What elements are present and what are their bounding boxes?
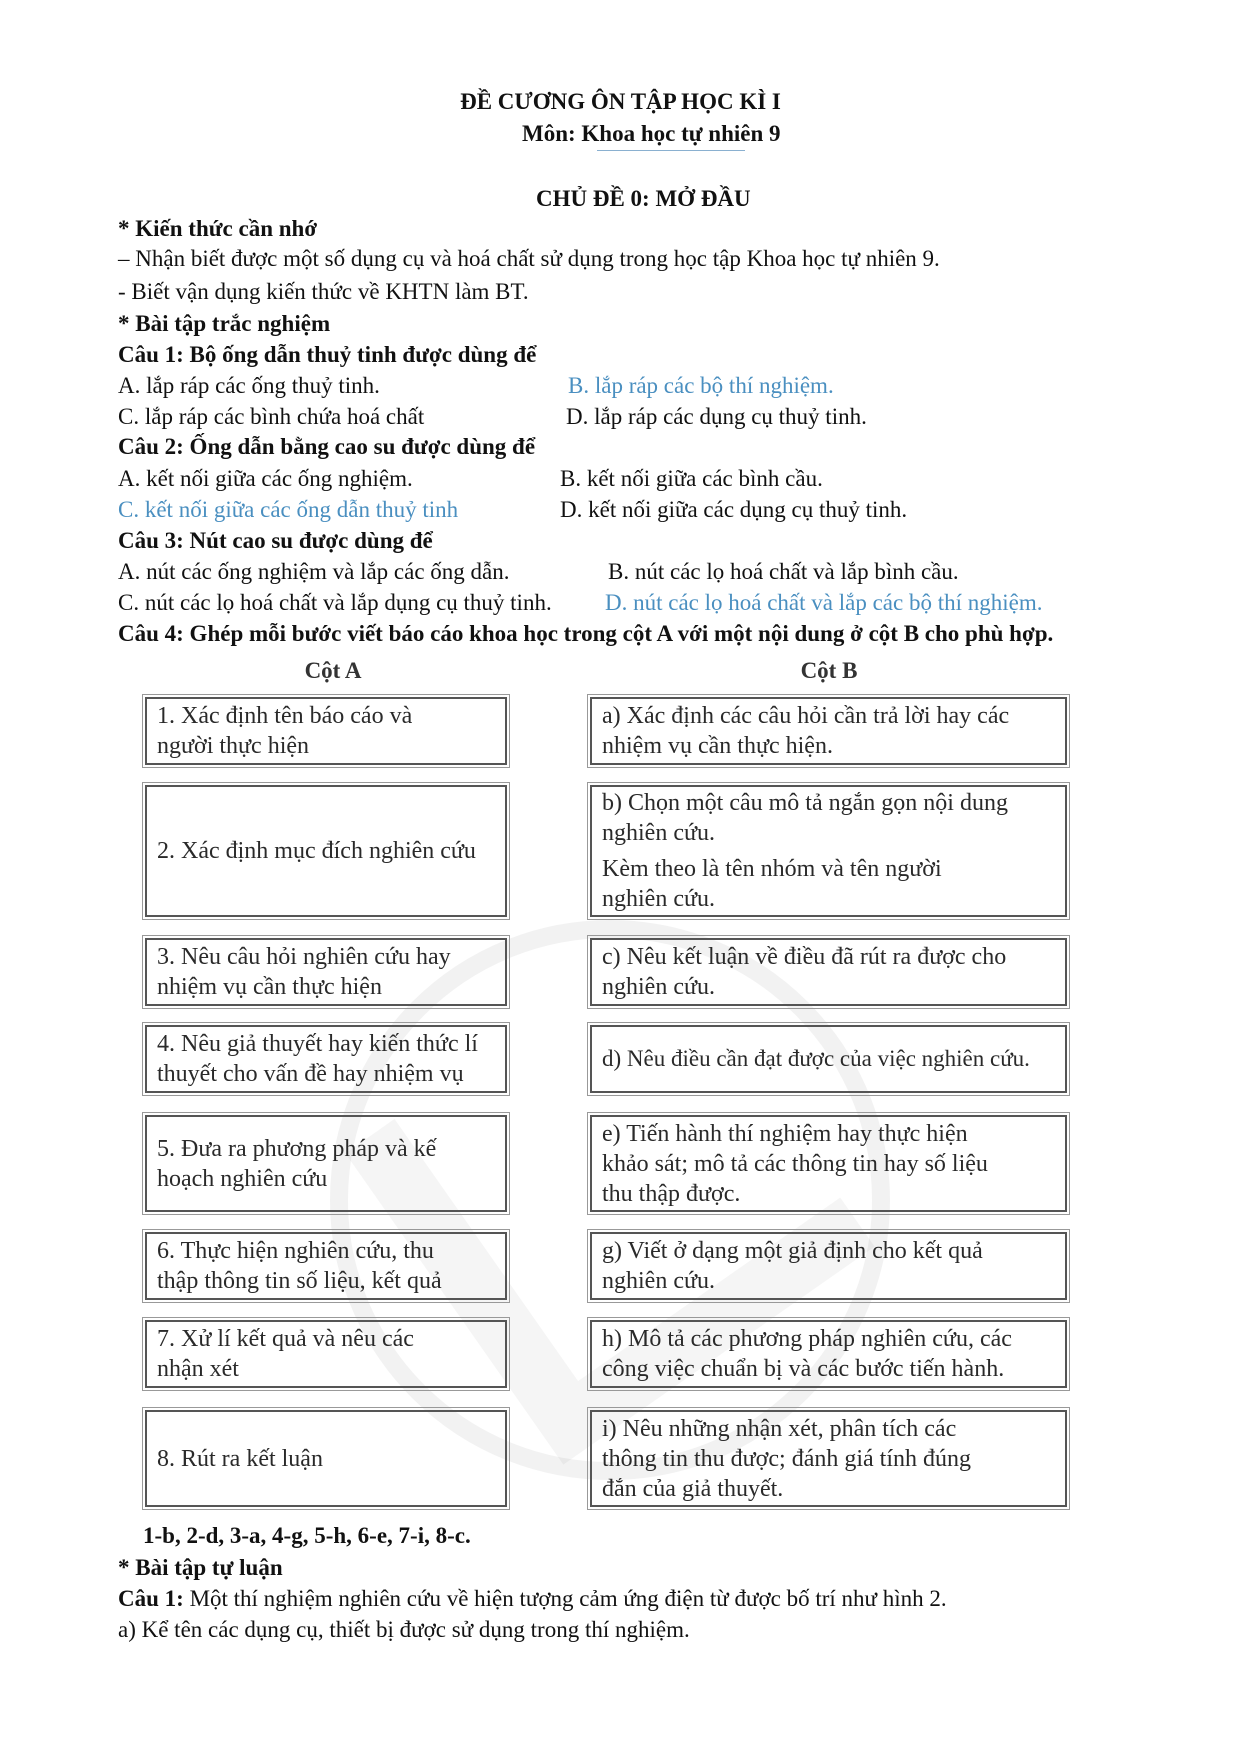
q2-question: Câu 2: Ống dẫn bằng cao su được dùng để <box>118 434 536 459</box>
essay-q1-label: Câu 1: <box>118 1586 184 1611</box>
essay-q1 <box>118 1585 947 1613</box>
q1-option-a: A. lắp ráp các ống thuỷ tinh. <box>118 373 380 398</box>
document-title: ĐỀ CƯƠNG ÔN TẬP HỌC KÌ I <box>460 89 781 114</box>
col-b-item-line: thu thập được. <box>602 1180 741 1207</box>
subject-line: Môn: Khoa học tự nhiên 9 <box>522 121 781 146</box>
q1-option-d: D. lắp ráp các dụng cụ thuỷ tinh. <box>566 404 867 429</box>
col-b-item-line: công việc chuẩn bị và các bước tiến hành. <box>602 1356 1005 1382</box>
col-a-item <box>145 938 507 1006</box>
col-a-item <box>145 1410 507 1507</box>
col-a-item-line: thuyết cho vấn đề hay nhiệm vụ <box>157 1061 464 1087</box>
col-b-item-line: g) Viết ở dạng một giả định cho kết quả <box>602 1238 983 1264</box>
col-a-item-line: 4. Nêu giả thuyết hay kiến thức lí <box>157 1031 478 1057</box>
essay-q1-part-a: a) Kể tên các dụng cụ, thiết bị được sử dụng trong thí nghiệm. <box>118 1617 690 1642</box>
col-a-item <box>145 785 507 917</box>
essay-heading: * Bài tập tự luận <box>118 1555 283 1580</box>
col-a-item-line: 6. Thực hiện nghiên cứu, thu <box>157 1238 434 1264</box>
q3-option-b: B. nút các lọ hoá chất và lắp bình cầu. <box>608 559 959 584</box>
q4-answer: 1-b, 2-d, 3-a, 4-g, 5-h, 6-e, 7-i, 8-c. <box>143 1523 471 1548</box>
col-b-item <box>590 1115 1067 1212</box>
col-b-item-line: a) Xác định các câu hỏi cần trả lời hay các <box>602 703 1010 729</box>
col-a-item-line: nhận xét <box>157 1356 239 1382</box>
q1-option-c: C. lắp ráp các bình chứa hoá chất <box>118 404 425 429</box>
col-a-item-line: nhiệm vụ cần thực hiện <box>157 974 382 1000</box>
col-a-item-line: 7. Xử lí kết quả và nêu các <box>157 1326 414 1352</box>
col-b-item <box>590 1410 1067 1507</box>
col-b-item <box>590 785 1067 917</box>
col-b-item-line: nghiên cứu. <box>602 1268 715 1294</box>
q2-option-c: C. kết nối giữa các ống dẫn thuỷ tinh <box>118 497 459 522</box>
column-b-title: Cột B <box>800 658 858 683</box>
col-b-item-line: i) Nêu những nhận xét, phân tích các <box>602 1415 957 1442</box>
col-b-item-line: thông tin thu được; đánh giá tính đúng <box>602 1445 971 1472</box>
column-a-title: Cột A <box>304 658 362 683</box>
q1-question: Câu 1: Bộ ống dẫn thuỷ tinh được dùng để <box>118 342 537 367</box>
col-b-item-line: đắn của giả thuyết. <box>602 1475 784 1502</box>
col-a-item-line: 8. Rút ra kết luận <box>157 1445 323 1472</box>
q2-option-b: B. kết nối giữa các bình cầu. <box>560 466 823 491</box>
col-b-item-line: d) Nêu điều cần đạt được của việc nghiên cứu. <box>602 1046 1030 1071</box>
q2-option-d: D. kết nối giữa các dụng cụ thuỷ tinh. <box>560 497 908 522</box>
topic-title: CHỦ ĐỀ 0: MỞ ĐẦU <box>536 186 751 211</box>
col-b-item <box>590 1320 1067 1388</box>
col-b-item <box>590 1232 1067 1300</box>
col-a-item-line: thập thông tin số liệu, kết quả <box>157 1268 442 1294</box>
q4-question: Câu 4: Ghép mỗi bước viết báo cáo khoa học trong cột A với một nội dung ở cột B cho phù hợp. <box>118 621 1054 646</box>
q3-option-d: D. nút các lọ hoá chất và lắp các bộ thí nghiệm. <box>605 590 1043 615</box>
col-b-item-line: c) Nêu kết luận về điều đã rút ra được cho <box>602 944 1007 970</box>
col-a-item <box>145 1232 507 1300</box>
col-b-item-line: e) Tiến hành thí nghiệm hay thực hiện <box>602 1120 968 1147</box>
col-a-item-line: người thực hiện <box>157 733 310 759</box>
col-b-item-line: nghiên cứu. <box>602 974 715 1000</box>
mcq-heading: * Bài tập trắc nghiệm <box>118 311 331 336</box>
col-b-item-line: nghiên cứu. <box>602 820 715 846</box>
knowledge-line-2: - Biết vận dụng kiến thức về KHTN làm BT. <box>118 279 529 304</box>
knowledge-line-1: – Nhận biết được một số dụng cụ và hoá chất sử dụng trong học tập Khoa học tự nhiên 9. <box>118 246 940 271</box>
col-b-item-line: b) Chọn một câu mô tả ngắn gọn nội dung <box>602 790 1008 816</box>
col-b-item-line: h) Mô tả các phương pháp nghiên cứu, các <box>602 1326 1012 1352</box>
q3-option-a: A. nút các ống nghiệm và lắp các ống dẫn. <box>118 559 510 584</box>
col-a-item <box>145 1115 507 1212</box>
q3-question: Câu 3: Nút cao su được dùng để <box>118 528 433 553</box>
subject-underline <box>597 150 745 151</box>
col-a-item-line: 5. Đưa ra phương pháp và kế <box>157 1135 437 1162</box>
col-b-item <box>590 697 1067 765</box>
col-b-item-line: nhiệm vụ cần thực hiện. <box>602 733 833 759</box>
col-a-item <box>145 1025 507 1093</box>
col-b-item-line: Kèm theo là tên nhóm và tên người <box>602 856 942 882</box>
q1-option-b: B. lắp ráp các bộ thí nghiệm. <box>568 373 834 398</box>
col-a-item-line: 1. Xác định tên báo cáo và <box>157 703 413 729</box>
col-a-item-line: hoạch nghiên cứu <box>157 1165 328 1192</box>
col-b-item-line: khảo sát; mô tả các thông tin hay số liệu <box>602 1150 988 1177</box>
col-b-item-line: nghiên cứu. <box>602 886 715 912</box>
col-b-item <box>590 938 1067 1006</box>
essay-q1-text: Một thí nghiệm nghiên cứu về hiện tượng cảm ứng điện từ được bố trí như hình 2. <box>183 1586 947 1611</box>
col-a-item <box>145 1320 507 1388</box>
col-a-item-line: 3. Nêu câu hỏi nghiên cứu hay <box>157 944 451 970</box>
col-b-item <box>590 1025 1067 1093</box>
q2-option-a: A. kết nối giữa các ống nghiệm. <box>118 466 413 491</box>
q3-option-c: C. nút các lọ hoá chất và lắp dụng cụ thuỷ tinh. <box>118 590 552 615</box>
knowledge-heading: * Kiến thức cần nhớ <box>118 216 318 241</box>
col-a-item <box>145 697 507 765</box>
col-a-item-line: 2. Xác định mục đích nghiên cứu <box>157 838 476 864</box>
